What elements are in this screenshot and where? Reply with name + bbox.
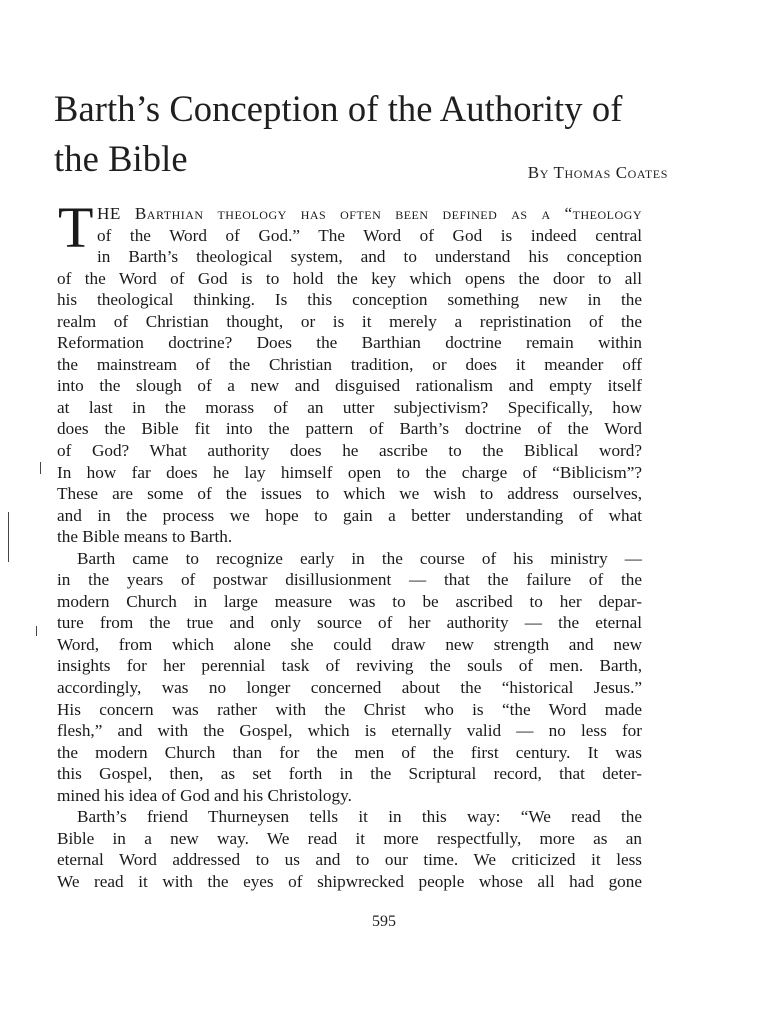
body-line: modern Church in large measure was to be ascribed to her depar- <box>57 591 642 611</box>
article-body <box>57 203 642 893</box>
body-line: the Bible means to Barth. <box>57 527 233 547</box>
body-line: in the years of postwar disillusionment — that the failure of the <box>57 570 642 590</box>
body-line: Barth’s friend Thurneysen tells it in this way: “We read the <box>77 807 642 827</box>
article-title: Barth’s Conception of the Authority of the Bible <box>54 88 623 179</box>
body-line: His concern was rather with the Christ who is “the Word made <box>57 699 642 719</box>
body-line: and in the process we hope to gain a better understanding of what <box>57 505 642 525</box>
body-line: the modern Church than for the men of the first century. It was <box>57 742 642 762</box>
body-line: realm of Christian thought, or is it merely a repristination of the <box>57 311 642 331</box>
body-line: mined his idea of God and his Christology. <box>57 785 352 805</box>
body-line <box>57 203 642 225</box>
body-line: of the Word of God is to hold the key which opens the door to all <box>57 268 642 288</box>
body-line: into the slough of a new and disguised rationalism and empty itself <box>57 376 642 396</box>
body-line: Barth came to recognize early in the course of his ministry — <box>77 548 642 568</box>
body-line: eternal Word addressed to us and to our time. We criticized it less <box>57 850 642 870</box>
body-line: the mainstream of the Christian tradition, or does it meander off <box>57 354 642 374</box>
body-line: Bible in a new way. We read it more respectfully, more as an <box>57 828 642 848</box>
article-byline: By Thomas Coates <box>527 163 668 182</box>
first-line-text: HE Barthian theology has often been defined as a “theology <box>97 204 642 223</box>
body-line: accordingly, was no longer concerned about the “historical Jesus.” <box>57 678 642 698</box>
body-line: These are some of the issues to which we wish to address ourselves, <box>57 484 642 504</box>
scan-margin-mark <box>36 626 37 636</box>
body-line: of God? What authority does he ascribe to the Biblical word? <box>57 441 642 461</box>
body-line: this Gospel, then, as set forth in the Scriptural record, that deter- <box>57 764 642 784</box>
body-line: at last in the morass of an utter subjectivism? Specifically, how <box>57 397 642 417</box>
scan-margin-mark <box>8 512 9 562</box>
body-line: ture from the true and only source of her authority — the eternal <box>57 613 642 633</box>
body-line: Reformation doctrine? Does the Barthian doctrine remain within <box>57 333 642 353</box>
scan-margin-mark <box>40 462 41 474</box>
drop-cap: T <box>58 195 94 260</box>
body-line: in Barth’s theological system, and to understand his conception <box>97 247 642 267</box>
body-line: flesh,” and with the Gospel, which is eternally valid — no less for <box>57 721 642 741</box>
body-line: insights for her perennial task of reviving the souls of men. Barth, <box>57 656 642 676</box>
page-number: 595 <box>372 913 396 930</box>
body-line: In how far does he lay himself open to the charge of “Biblicism”? <box>57 462 642 482</box>
body-line: his theological thinking. Is this conception something new in the <box>57 290 642 310</box>
body-line: does the Bible fit into the pattern of Barth’s doctrine of the Word <box>57 419 642 439</box>
body-line: Word, from which alone she could draw new strength and new <box>57 634 642 654</box>
body-line: of the Word of God.” The Word of God is indeed central <box>97 225 642 245</box>
body-line: We read it with the eyes of shipwrecked people whose all had gone <box>57 871 642 891</box>
